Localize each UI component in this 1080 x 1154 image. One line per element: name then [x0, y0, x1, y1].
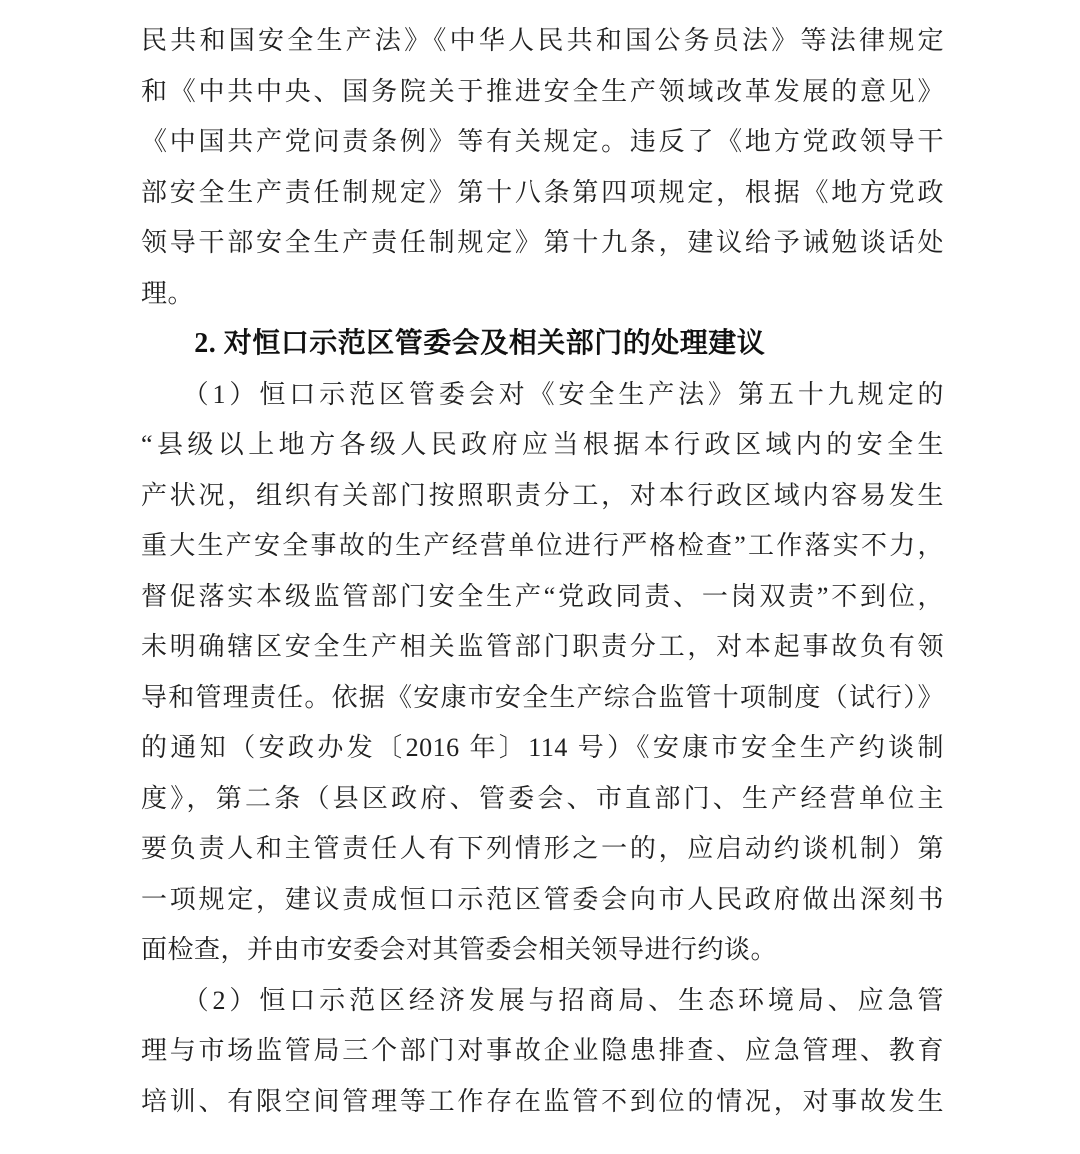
text-line: 重大生产安全事故的生产经营单位进行严格检查”工作落实不力， — [141, 531, 944, 560]
text-line: 民共和国安全生产法》《中华人民共和国公务员法》等法律规定 — [141, 26, 944, 55]
text-line: 要负责人和主管责任人有下列情形之一的，应启动约谈机制）第 — [141, 834, 944, 863]
text-line: 度》，第二条（县区政府、管委会、市直部门、生产经营单位主 — [141, 783, 944, 813]
text-line: 督促落实本级监管部门安全生产“党政同责、一岗双责”不到位， — [141, 581, 944, 611]
text-line: 培训、有限空间管理等工作存在监管不到位的情况，对事故发生 — [141, 1086, 944, 1116]
text-line: （1）恒口示范区管委会对《安全生产法》第五十九规定的 — [182, 379, 944, 409]
text-line: 一项规定，建议责成恒口示范区管委会向市人民政府做出深刻书 — [141, 884, 944, 914]
text-line: 未明确辖区安全生产相关监管部门职责分工，对本起事故负有领 — [141, 632, 944, 661]
text-line: 领导干部安全生产责任制规定》第十九条，建议给予诫勉谈话处 — [141, 228, 944, 257]
text-line: 理。 — [141, 278, 195, 308]
text-line: 部安全生产责任制规定》第十八条第四项规定，根据《地方党政 — [141, 177, 944, 207]
text-line: 和《中共中央、国务院关于推进安全生产领域改革发展的意见》 — [141, 76, 944, 106]
text-line: 《中国共产党问责条例》等有关规定。违反了《地方党政领导干 — [141, 127, 944, 156]
text-line: 导和管理责任。依据《安康市安全生产综合监管十项制度（试行）》 — [141, 682, 944, 712]
text-line: 的通知（安政办发〔2016 年〕114 号）《安康市安全生产约谈制 — [141, 733, 944, 762]
text-line: 产状况，组织有关部门按照职责分工，对本行政区域内容易发生 — [141, 480, 944, 510]
section-heading: 2. 对恒口示范区管委会及相关部门的处理建议 — [194, 328, 766, 359]
text-line: （2）恒口示范区经济发展与招商局、生态环境局、应急管 — [182, 985, 944, 1015]
document-body — [141, 16, 944, 1127]
text-line: “县级以上地方各级人民政府应当根据本行政区域内的安全生 — [141, 430, 944, 459]
text-line: 理与市场监管局三个部门对事故企业隐患排查、应急管理、教育 — [141, 1036, 944, 1065]
text-line: 面检查，并由市安委会对其管委会相关领导进行约谈。 — [141, 935, 778, 964]
